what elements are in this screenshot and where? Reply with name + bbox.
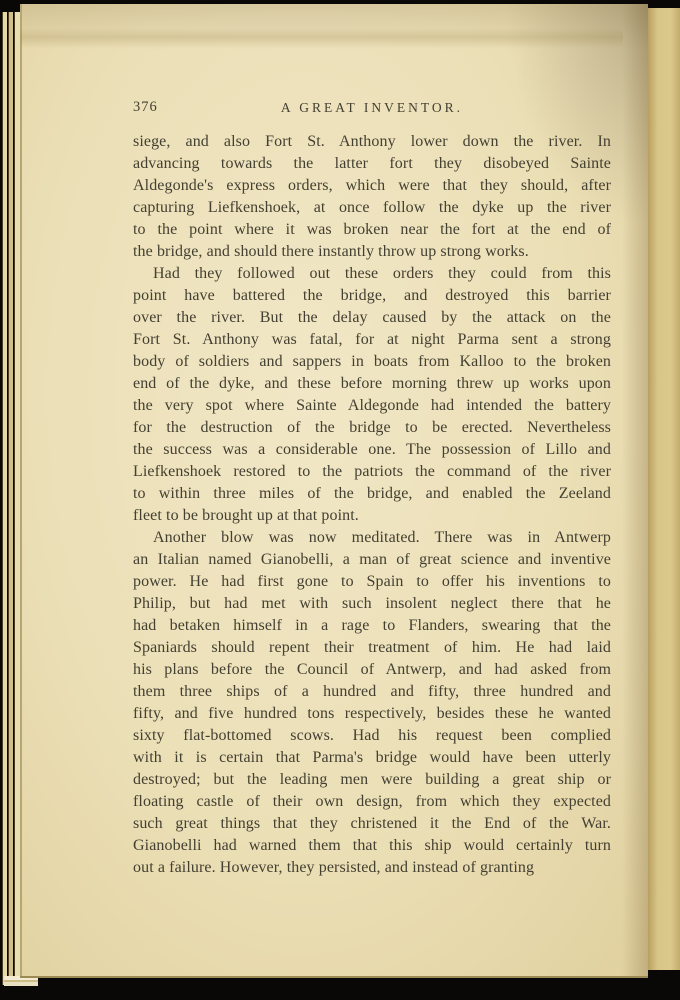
text-line: Aldegonde's express orders, which were that they should, after: [133, 177, 611, 194]
page-crease-shadow: [20, 28, 623, 48]
text-line: out a failure. However, they persisted, and instead of granting: [133, 859, 535, 876]
running-header: [133, 99, 611, 117]
page-edge-stack: [0, 12, 22, 985]
text-line: Liefkenshoek restored to the patriots the command of the river: [133, 463, 611, 480]
text-line: had betaken himself in a rage to Flanders, swearing that the: [133, 617, 611, 634]
text-line: destroyed; but the leading men were building a great ship or: [133, 771, 611, 788]
page-content: [133, 99, 611, 879]
text-line: Spaniards should repent their treatment of him. He had laid: [133, 639, 611, 656]
page-edge: [8, 12, 13, 985]
gutter-shadow: [622, 4, 648, 976]
text-line: his plans before the Council of Antwerp, and had asked from: [133, 661, 611, 678]
text-line: Philip, but had met with such insolent neglect there that he: [133, 595, 611, 612]
text-line: Gianobelli had warned them that this ship would certainly turn: [133, 837, 611, 854]
text-line: fleet to be brought up at that point.: [133, 507, 359, 524]
text-line: the very spot where Sainte Aldegonde had intended the battery: [133, 397, 611, 414]
text-line: Another blow was now meditated. There was in Antwerp: [153, 529, 611, 546]
text-line: floating castle of their own design, from which they expected: [133, 793, 611, 810]
page-edge-bottom: [4, 976, 38, 986]
text-line: them three ships of a hundred and fifty, three hundred and: [133, 683, 611, 700]
text-line: point have battered the bridge, and destroyed this barrier: [133, 287, 611, 304]
text-line: end of the dyke, and these before morning threw up works upon: [133, 375, 611, 392]
text-block: [133, 131, 611, 879]
page-edge: [2, 12, 7, 985]
text-line: over the river. But the delay caused by the attack on the: [133, 309, 611, 326]
text-line: to the point where it was broken near the fort at the end of: [133, 221, 611, 238]
text-line: siege, and also Fort St. Anthony lower down the river. In: [133, 133, 611, 150]
text-line: power. He had first gone to Spain to offer his inventions to: [133, 573, 611, 590]
text-line: sixty flat-bottomed scows. Had his request been complied: [133, 727, 611, 744]
text-line: an Italian named Gianobelli, a man of great science and inventive: [133, 551, 611, 568]
text-line: to within three miles of the bridge, and enabled the Zeeland: [133, 485, 611, 502]
text-line: the success was a considerable one. The possession of Lillo and: [133, 441, 611, 458]
page-number: 376: [133, 99, 158, 115]
text-line: the bridge, and should there instantly throw up strong works.: [133, 243, 529, 260]
text-line: capturing Liefkenshoek, at once follow the dyke up the river: [133, 199, 611, 216]
text-line: body of soldiers and sappers in boats from Kalloo to the broken: [133, 353, 611, 370]
text-line: with it is certain that Parma's bridge would have been utterly: [133, 749, 611, 766]
book-page: [20, 4, 648, 976]
text-line: fifty, and five hundred tons respectively, besides these he wanted: [133, 705, 611, 722]
text-line: for the destruction of the bridge to be erected. Nevertheless: [133, 419, 611, 436]
page-title: A GREAT INVENTOR.: [280, 100, 464, 115]
text-line: such great things that they christened it the End of the War.: [133, 815, 611, 832]
text-line: Had they followed out these orders they could from this: [153, 265, 611, 282]
adjacent-page-edge: [648, 8, 680, 970]
text-line: Fort St. Anthony was fatal, for at night Parma sent a strong: [133, 331, 611, 348]
text-line: advancing towards the latter fort they disobeyed Sainte: [133, 155, 611, 172]
